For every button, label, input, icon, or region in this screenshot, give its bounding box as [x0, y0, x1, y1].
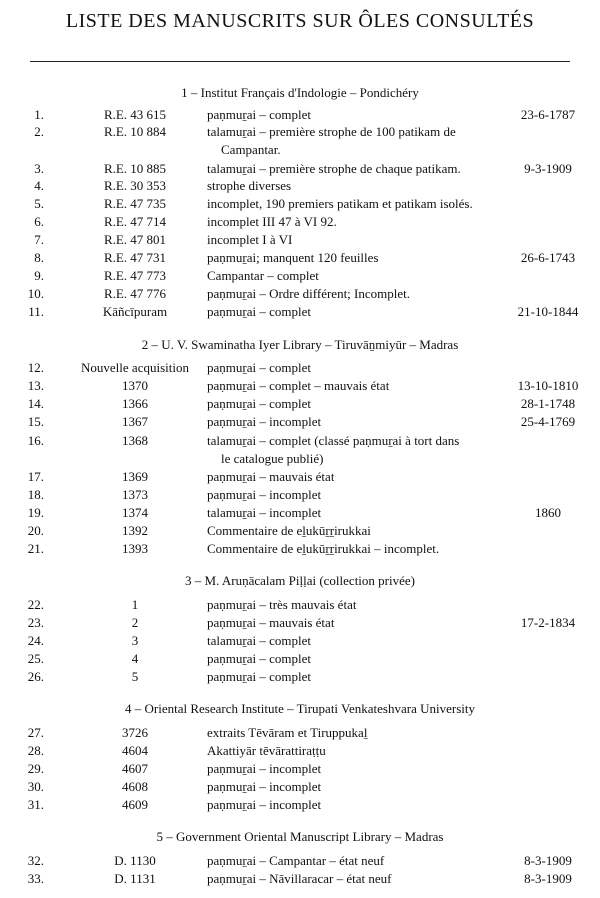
- manuscript-reference: 1392: [122, 523, 148, 538]
- manuscript-description: talamuṟai – complet (classé paṇmuṟai à tort dans: [207, 433, 460, 448]
- manuscript-description: paṇmuṟai – incomplet: [207, 797, 322, 812]
- entry-number: 19.: [27, 505, 44, 520]
- manuscript-description: paṇmuṟai – Nāvillaracar – état neuf: [207, 871, 392, 886]
- manuscript-reference: 1: [131, 597, 139, 612]
- entry-number: 23.: [27, 615, 44, 630]
- manuscript-description: strophe diverses: [207, 178, 292, 193]
- manuscript-description: Commentaire de eḻukūṟṟirukkai: [207, 523, 371, 538]
- description-continuation: le catalogue publié): [221, 451, 324, 466]
- table-row: [0, 760, 600, 778]
- entry-number: 21.: [27, 541, 44, 556]
- manuscript-reference: R.E. 47 714: [103, 214, 167, 229]
- manuscript-reference: R.E. 10 884: [103, 124, 167, 139]
- table-row: [0, 195, 600, 213]
- table-row: [0, 796, 600, 814]
- entry-number: 4.: [34, 178, 44, 193]
- table-row: [0, 213, 600, 231]
- manuscript-description: paṇmuṟai – complet: [207, 360, 311, 375]
- manuscript-description: Commentaire de eḻukūṟṟirukkai – incomplet.: [207, 541, 440, 556]
- manuscript-reference: 1373: [122, 487, 148, 502]
- table-row: [0, 123, 600, 141]
- table-row: [0, 160, 600, 178]
- table-row: [0, 359, 600, 377]
- entry-number: 30.: [27, 779, 44, 794]
- manuscript-reference: D. 1131: [114, 871, 156, 886]
- table-row: [0, 852, 600, 870]
- manuscript-description: paṇmuṟai – mauvais état: [207, 469, 335, 484]
- entry-number: 28.: [27, 743, 44, 758]
- section-heading: 5 – Government Oriental Manuscript Library – Madras: [156, 829, 444, 844]
- manuscript-reference: 4: [131, 651, 139, 666]
- manuscript-reference: R.E. 47 773: [103, 268, 167, 283]
- table-row: [0, 522, 600, 540]
- entry-number: 27.: [27, 725, 44, 740]
- entry-number: 32.: [27, 853, 44, 868]
- manuscript-description: paṇmuṟai – complet: [207, 669, 311, 684]
- table-row: [0, 724, 600, 742]
- manuscript-description: incomplet I à VI: [207, 232, 293, 247]
- manuscript-date: 1860: [535, 505, 561, 520]
- manuscript-description: paṇmuṟai – complet: [207, 304, 311, 319]
- manuscript-reference: 1374: [122, 505, 148, 520]
- manuscript-description: incomplet III 47 à VI 92.: [207, 214, 337, 229]
- manuscript-date: 13-10-1810: [517, 378, 579, 393]
- manuscript-description: paṇmuṟai – complet – mauvais état: [207, 378, 390, 393]
- table-row: [0, 742, 600, 760]
- table-row: [0, 267, 600, 285]
- manuscript-description: incomplet, 190 premiers patikam et patikam isolés.: [207, 196, 473, 211]
- manuscript-description: Campantar – complet: [207, 268, 319, 283]
- manuscript-description: extraits Tēvāram et Tiruppukaḻ: [207, 725, 368, 740]
- manuscript-description: paṇmuṟai – mauvais état: [207, 615, 335, 630]
- manuscript-reference: 5: [131, 669, 139, 684]
- manuscript-description: paṇmuṟai – complet: [207, 396, 311, 411]
- table-row: [0, 177, 600, 195]
- manuscript-reference: R.E. 47 731: [103, 250, 167, 265]
- entry-number: 6.: [34, 214, 44, 229]
- section-heading: 3 – M. Aruṇācalam Piḷḷai (collection privée): [185, 573, 415, 588]
- title-rule: [30, 61, 570, 62]
- manuscript-reference: 4608: [122, 779, 148, 794]
- manuscript-date: 26-6-1743: [520, 250, 576, 265]
- manuscript-reference: 2: [131, 615, 139, 630]
- description-continuation: Campantar.: [221, 142, 281, 157]
- entry-number: 9.: [34, 268, 44, 283]
- table-row: [0, 870, 600, 888]
- manuscript-reference: R.E. 43 615: [103, 107, 167, 122]
- manuscript-reference: 4609: [122, 797, 148, 812]
- page-title: LISTE DES MANUSCRITS SUR ÔLES CONSULTÉS: [65, 10, 535, 32]
- manuscript-reference: 1366: [122, 396, 148, 411]
- entry-number: 25.: [27, 651, 44, 666]
- manuscript-date: 17-2-1834: [520, 615, 576, 630]
- section-heading: 2 – U. V. Swaminatha Iyer Library – Tiruvāṉmiyūr – Madras: [141, 337, 459, 352]
- manuscript-reference: 1367: [122, 414, 148, 429]
- manuscript-description: paṇmuṟai – incomplet: [207, 487, 322, 502]
- manuscript-reference: R.E. 47 776: [103, 286, 167, 301]
- entry-number: 8.: [34, 250, 44, 265]
- table-row: [0, 668, 600, 686]
- manuscript-description: paṇmuṟai – très mauvais état: [207, 597, 357, 612]
- manuscript-reference: 3: [131, 633, 139, 648]
- entry-number: 10.: [27, 286, 44, 301]
- section-heading: 1 – Institut Français d'Indologie – Pondichéry: [181, 85, 419, 100]
- manuscript-description: paṇmuṟai – Campantar – état neuf: [207, 853, 385, 868]
- manuscript-description: paṇmuṟai – Ordre différent; Incomplet.: [207, 286, 410, 301]
- entry-number: 3.: [34, 161, 44, 176]
- manuscript-reference: 4607: [122, 761, 148, 776]
- manuscript-description: talamuṟai – complet: [207, 633, 311, 648]
- table-row: [0, 377, 600, 395]
- manuscript-date: 23-6-1787: [520, 107, 576, 122]
- manuscript-reference: 1393: [122, 541, 148, 556]
- manuscript-description: Akattiyār tēvārattiraṭṭu: [207, 743, 326, 758]
- manuscript-reference: 1368: [122, 433, 148, 448]
- manuscript-reference: 1369: [122, 469, 148, 484]
- manuscript-reference: Nouvelle acquisition: [81, 360, 189, 375]
- manuscript-date: 28-1-1748: [520, 396, 576, 411]
- manuscript-reference: D. 1130: [114, 853, 156, 868]
- manuscript-reference: Kāñcīpuram: [102, 304, 168, 319]
- manuscript-description: paṇmuṟai; manquent 120 feuilles: [207, 250, 379, 265]
- table-row: [0, 596, 600, 614]
- manuscript-reference: R.E. 47 801: [103, 232, 167, 247]
- entry-number: 12.: [27, 360, 44, 375]
- manuscript-reference: 4604: [122, 743, 148, 758]
- manuscript-description: paṇmuṟai – complet: [207, 107, 311, 122]
- entry-number: 15.: [27, 414, 44, 429]
- manuscript-date: 9-3-1909: [524, 161, 572, 176]
- manuscript-reference: R.E. 10 885: [103, 161, 167, 176]
- manuscript-date: 21-10-1844: [517, 304, 579, 319]
- entry-number: 14.: [27, 396, 44, 411]
- entry-number: 18.: [27, 487, 44, 502]
- table-row: [0, 468, 600, 486]
- entry-number: 22.: [27, 597, 44, 612]
- table-row: [0, 413, 600, 431]
- entry-number: 11.: [28, 304, 44, 319]
- table-row: [0, 632, 600, 650]
- entry-number: 33.: [27, 871, 44, 886]
- table-row: [0, 231, 600, 249]
- manuscript-reference: 1370: [122, 378, 148, 393]
- manuscript-description: paṇmuṟai – complet: [207, 651, 311, 666]
- table-row: [0, 504, 600, 522]
- table-row: [0, 249, 600, 267]
- entry-number: 24.: [27, 633, 44, 648]
- entry-number: 7.: [34, 232, 44, 247]
- manuscript-description: talamuṟai – première strophe de chaque patikam.: [207, 161, 461, 176]
- entry-number: 26.: [27, 669, 44, 684]
- manuscript-reference: 3726: [122, 725, 148, 740]
- table-row: [0, 778, 600, 796]
- manuscript-description: talamuṟai – première strophe de 100 patikam de: [207, 124, 456, 139]
- manuscript-description: paṇmuṟai – incomplet: [207, 414, 322, 429]
- manuscript-description: paṇmuṟai – incomplet: [207, 779, 322, 794]
- manuscript-description: talamuṟai – incomplet: [207, 505, 322, 520]
- entry-number: 20.: [27, 523, 44, 538]
- entry-number: 16.: [27, 433, 44, 448]
- entry-number: 1.: [34, 107, 44, 122]
- table-row: [0, 650, 600, 668]
- table-row: [0, 395, 600, 413]
- manuscript-date: 8-3-1909: [524, 853, 572, 868]
- table-row: [0, 486, 600, 504]
- table-row: [0, 303, 600, 321]
- table-row: [0, 285, 600, 303]
- entry-number: 13.: [27, 378, 44, 393]
- table-row: [0, 432, 600, 450]
- manuscript-reference: R.E. 30 353: [103, 178, 167, 193]
- entry-number: 5.: [34, 196, 44, 211]
- table-row: [0, 540, 600, 558]
- section-heading: 4 – Oriental Research Institute – Tirupati Venkateshvara University: [125, 701, 475, 716]
- manuscript-date: 8-3-1909: [524, 871, 572, 886]
- entry-number: 17.: [27, 469, 44, 484]
- manuscript-description: paṇmuṟai – incomplet: [207, 761, 322, 776]
- manuscript-date: 25-4-1769: [520, 414, 576, 429]
- table-row: [0, 106, 600, 124]
- manuscript-reference: R.E. 47 735: [103, 196, 167, 211]
- table-row: [0, 614, 600, 632]
- entry-number: 2.: [34, 124, 44, 139]
- entry-number: 29.: [27, 761, 44, 776]
- entry-number: 31.: [27, 797, 44, 812]
